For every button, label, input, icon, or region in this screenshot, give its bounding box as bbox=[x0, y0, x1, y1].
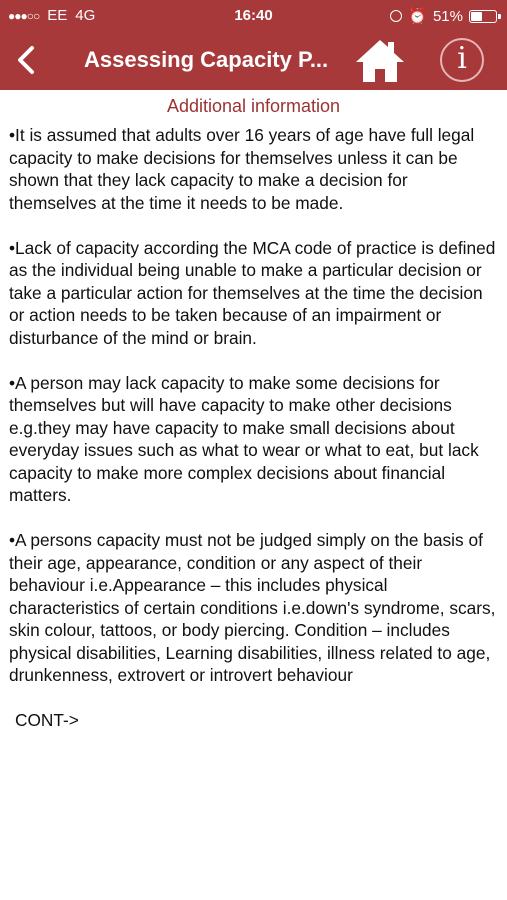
network-label: 4G bbox=[75, 7, 96, 24]
paragraph: •Lack of capacity according the MCA code of practice is defined as the individual being unable to make a particular decision or take a particular action for themselves at the time the decision or action needs to be taken because of an impairment or disturbance of the mind or brain. bbox=[9, 237, 496, 348]
continue-label: CONT-> bbox=[15, 710, 79, 730]
signal-strength-icon: ●●●○○ bbox=[8, 8, 40, 23]
navigation-bar bbox=[0, 30, 507, 90]
info-icon: i bbox=[457, 41, 467, 76]
battery-percent: 51% bbox=[432, 7, 463, 25]
home-button[interactable] bbox=[354, 36, 406, 84]
page-title: Assessing Capacity P... bbox=[84, 47, 329, 72]
back-button[interactable] bbox=[8, 40, 48, 80]
carrier-label: EE bbox=[47, 7, 68, 24]
content-body bbox=[9, 124, 499, 732]
paragraph: •It is assumed that adults over 16 years of age have full legal capacity to make decisions for themselves unless it can be shown that they lack capacity to make a decision for themselves at the time it needs to be made. bbox=[9, 125, 475, 213]
screen-rotation-lock-icon bbox=[390, 10, 402, 22]
home-icon bbox=[354, 36, 406, 84]
section-title: Additional information bbox=[166, 96, 341, 116]
status-bar bbox=[0, 0, 507, 30]
status-right bbox=[390, 7, 497, 25]
chevron-left-icon bbox=[8, 40, 48, 80]
app-header bbox=[0, 0, 507, 90]
paragraph: •A person may lack capacity to make some decisions for themselves but will have capacity to make other decisions e.g.they may have capacity to make small decisions about everyday issues such as what to wear or what to eat, but lack capacity to make more complex decisions about financial matters. bbox=[9, 372, 479, 505]
battery-fill bbox=[471, 12, 482, 21]
status-time: 16:40 bbox=[234, 7, 273, 24]
paragraph: •A persons capacity must not be judged simply on the basis of their age, appearance, condition or any aspect of their behaviour i.e.Appearance – this includes physical characteristics of certain conditions i.e.down's syndrome, scars, skin colour, tattoos, or body piercing. Condition – includes physical disabilities, Learning disabilities, illness related to age, drunkenness, extrovert or introvert behaviour bbox=[9, 530, 496, 685]
info-button[interactable] bbox=[440, 38, 484, 82]
battery-icon bbox=[469, 10, 497, 23]
alarm-icon: ⏰ bbox=[408, 8, 427, 25]
